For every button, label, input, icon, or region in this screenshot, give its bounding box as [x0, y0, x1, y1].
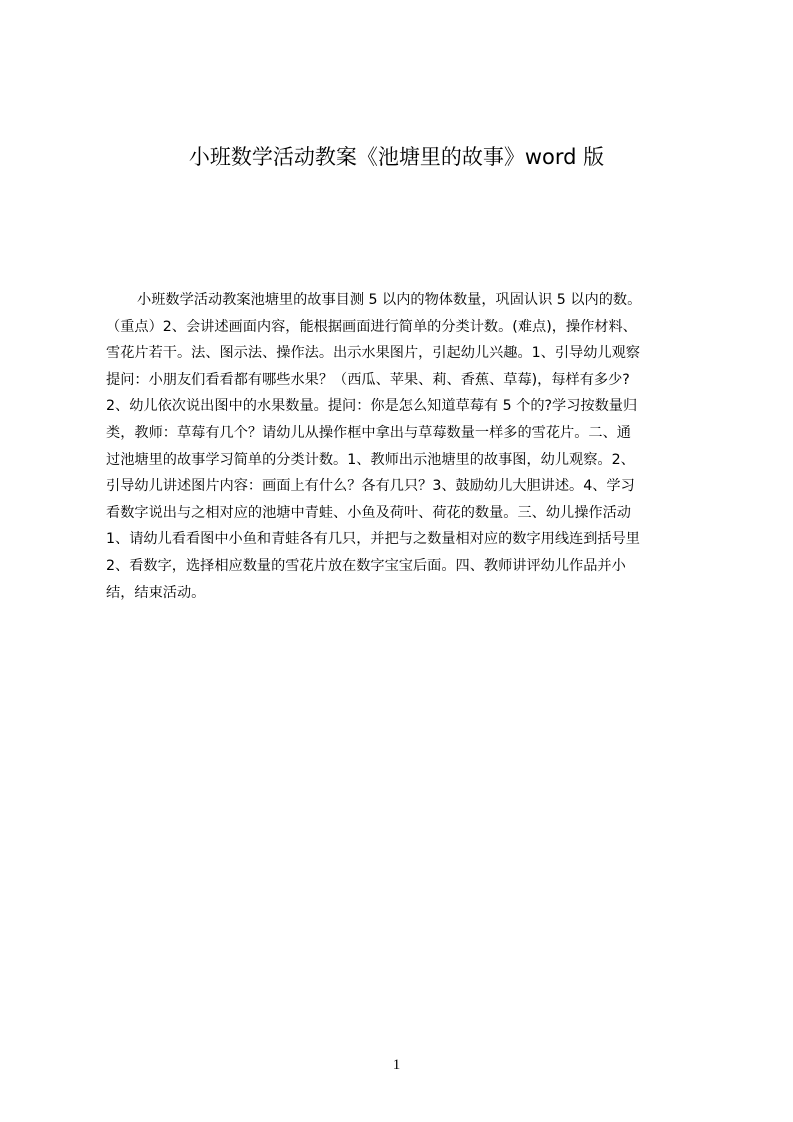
body-line: 2、看数字，选择相应数量的雪花片放在数字宝宝后面。四、教师讲评幼儿作品并小 [106, 557, 626, 574]
body-line: （重点）2、会讲述画面内容，能根据画面进行简单的分类计数。(难点)，操作材料、 [106, 318, 637, 335]
body-line: 雪花片若干。法、图示法、操作法。出示水果图片，引起幼儿兴趣。1、引导幼儿观察 [106, 345, 640, 362]
body-line: 1、请幼儿看看图中小鱼和青蛙各有几只，并把与之数量相对应的数字用线连到括号里 [106, 531, 640, 548]
body-line: 结，结束活动。 [106, 584, 206, 601]
body-line: 小班数学活动教案池塘里的故事目测 5 以内的物体数量，巩固认识 5 以内的数。 [137, 292, 642, 308]
page-number: 1 [392, 1057, 401, 1073]
body-line: 类，教师：草莓有几个？请幼儿从操作框中拿出与草莓数量一样多的雪花片。二、通 [106, 424, 631, 441]
body-line: 2、幼儿依次说出图中的水果数量。提问：你是怎么知道草莓有 5 个的?学习按数量归 [106, 398, 638, 415]
body-line: 提问：小朋友们看看都有哪些水果？（西瓜、苹果、莉、香蕉、草莓)，每样有多少? [106, 371, 630, 388]
body-line: 看数字说出与之相对应的池塘中青蛙、小鱼及荷叶、荷花的数量。三、幼儿操作活动 [106, 504, 631, 521]
body-line: 引导幼儿讲述图片内容：画面上有什么？各有几只？3、鼓励幼儿大胆讲述。4、学习 [106, 478, 635, 495]
body-line: 过池塘里的故事学习简单的分类计数。1、教师出示池塘里的故事图，幼儿观察。2、 [106, 451, 635, 468]
document-body [106, 287, 694, 606]
document-title: 小班数学活动教案《池塘里的故事》word 版 [188, 145, 605, 169]
